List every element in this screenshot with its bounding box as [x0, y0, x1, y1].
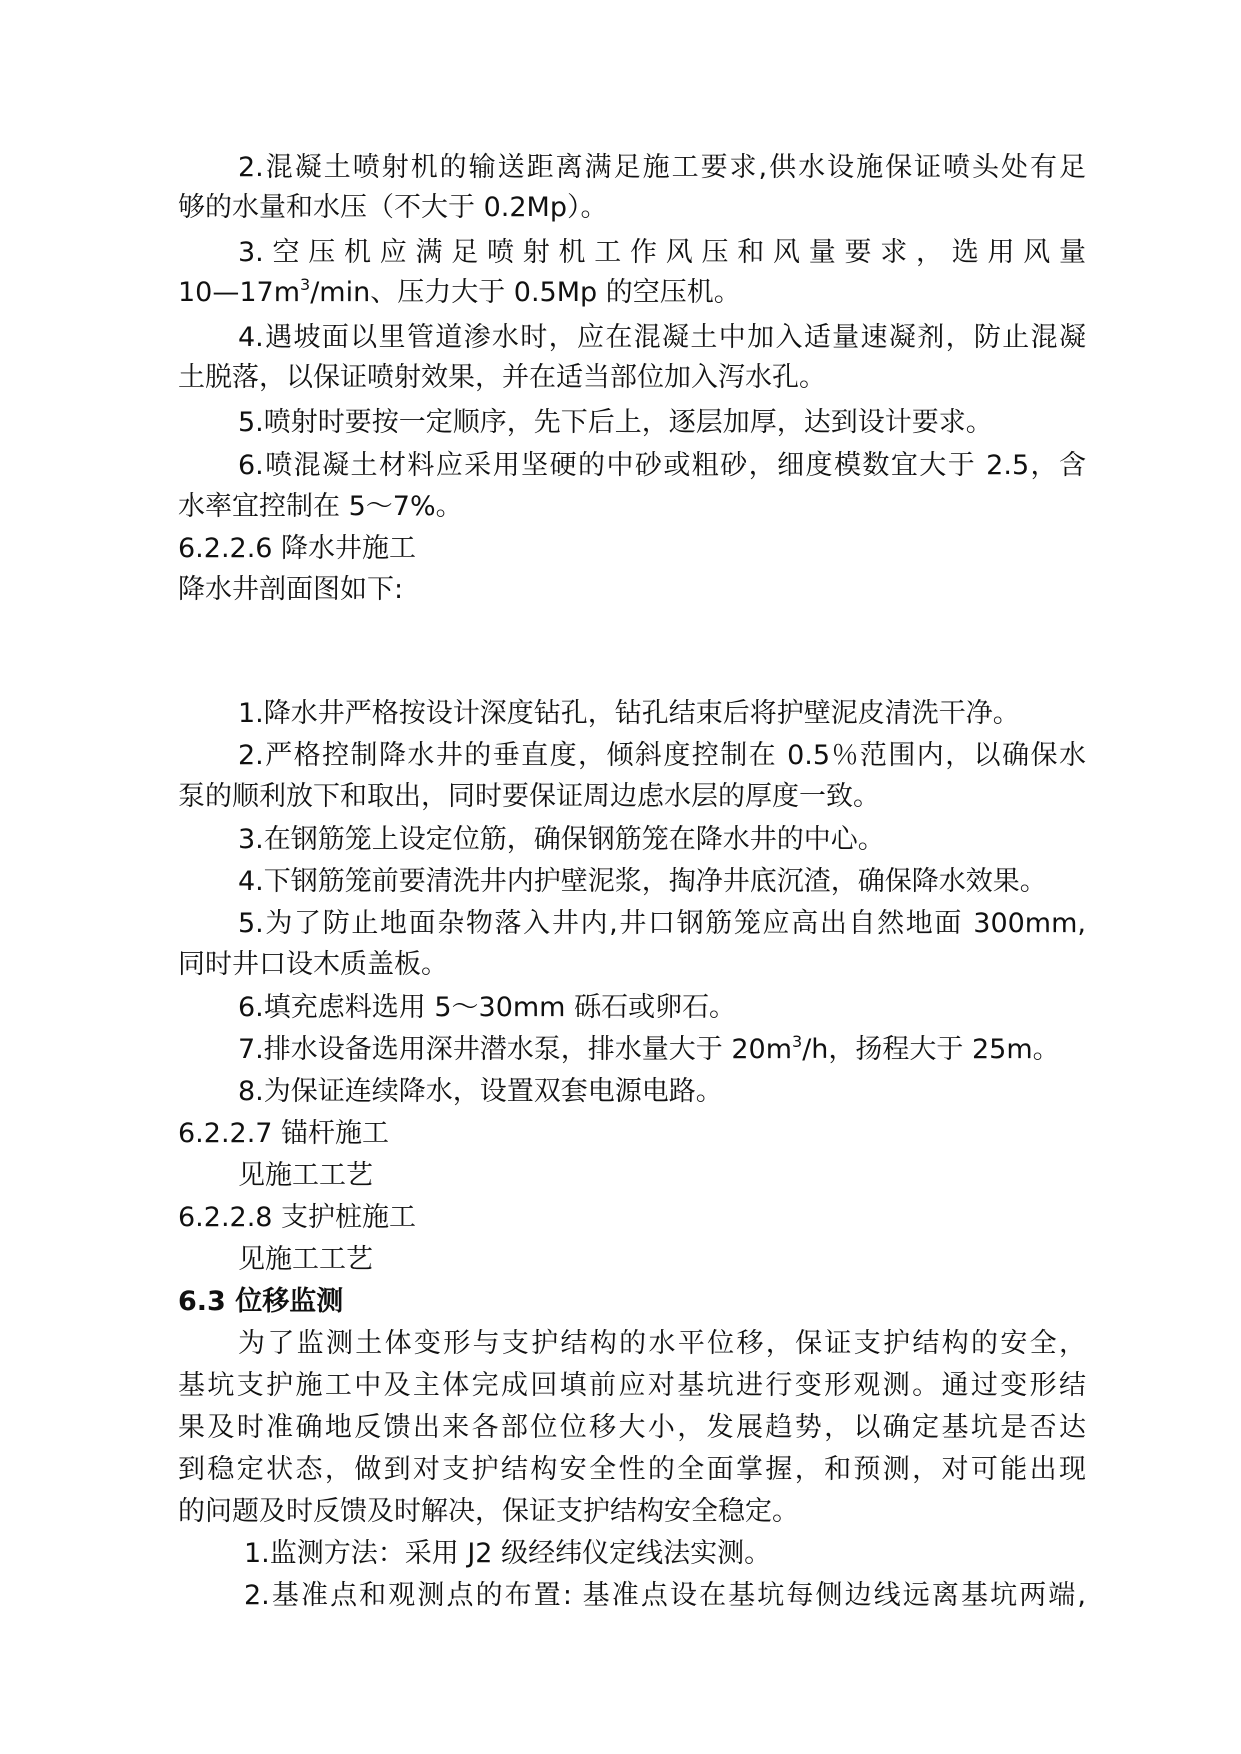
text-run: 10—17m: [178, 277, 301, 308]
paragraph-line: 水率宜控制在 5～7%。: [178, 491, 463, 522]
paragraph-line: 3.空压机应满足喷射机工作风压和风量要求，选用风量: [238, 237, 1086, 268]
paragraph-line: 泵的顺利放下和取出，同时要保证周边虑水层的厚度一致。: [178, 781, 880, 812]
superscript: 3: [792, 1032, 803, 1051]
paragraph-line: 4.下钢筋笼前要清洗井内护壁泥浆，掏净井底沉渣，确保降水效果。: [238, 866, 1047, 897]
paragraph-line: 基坑支护施工中及主体完成回填前应对基坑进行变形观测。通过变形结: [178, 1370, 1086, 1401]
section-heading: 6.2.2.6 降水井施工: [178, 533, 417, 564]
paragraph-line: 4.遇坡面以里管道渗水时，应在混凝土中加入适量速凝剂，防止混凝: [238, 322, 1086, 353]
paragraph-line: 见施工工艺: [238, 1160, 373, 1191]
paragraph-line: 1.降水井严格按设计深度钻孔，钻孔结束后将护壁泥皮清洗干净。: [238, 698, 1020, 729]
paragraph-line: 到稳定状态，做到对支护结构安全性的全面掌握，和预测，对可能出现: [178, 1454, 1086, 1485]
paragraph-line: 2.基准点和观测点的布置: 基准点设在基坑每侧边线远离基坑两端,: [244, 1580, 1086, 1611]
paragraph-line: 5.喷射时要按一定顺序，先下后上，逐层加厚，达到设计要求。: [238, 407, 993, 438]
paragraph-line: [178, 273, 1086, 313]
paragraph-line: [238, 1030, 1086, 1070]
paragraph-line: 1.监测方法：采用 J2 级经纬仪定线法实测。: [244, 1538, 772, 1569]
text-run: /min、压力大于 0.5Mp 的空压机。: [310, 277, 741, 308]
paragraph-line: 为了监测土体变形与支护结构的水平位移，保证支护结构的安全，: [238, 1328, 1086, 1359]
paragraph-line: 6.填充虑料选用 5～30mm 砾石或卵石。: [238, 992, 737, 1023]
paragraph-line: 8.为保证连续降水，设置双套电源电路。: [238, 1076, 723, 1107]
paragraph-line: 的问题及时反馈及时解决，保证支护结构安全稳定。: [178, 1496, 799, 1527]
paragraph-line: 3.在钢筋笼上设定位筋，确保钢筋笼在降水井的中心。: [238, 824, 885, 855]
paragraph-line: 够的水量和水压（不大于 0.2Mp）。: [178, 192, 608, 223]
paragraph-line: 土脱落，以保证喷射效果，并在适当部位加入泻水孔。: [178, 362, 826, 393]
section-heading: 6.2.2.7 锚杆施工: [178, 1118, 390, 1149]
section-heading: 6.2.2.8 支护桩施工: [178, 1202, 417, 1233]
text-run: 7.排水设备选用深井潜水泵，排水量大于 20m: [238, 1034, 793, 1065]
paragraph-line: 见施工工艺: [238, 1244, 373, 1275]
text-run: /h，扬程大于 25m。: [802, 1034, 1060, 1065]
paragraph-line: 2.混凝土喷射机的输送距离满足施工要求,供水设施保证喷头处有足: [238, 152, 1086, 183]
superscript: 3: [300, 275, 311, 294]
paragraph-line: 同时井口设木质盖板。: [178, 949, 448, 980]
paragraph-line: 2.严格控制降水井的垂直度，倾斜度控制在 0.5％范围内，以确保水: [238, 740, 1086, 771]
paragraph-line: 6.喷混凝土材料应采用坚硬的中砂或粗砂，细度模数宜大于 2.5，含: [238, 450, 1086, 481]
section-heading: 6.3 位移监测: [178, 1286, 344, 1317]
paragraph-line: 5.为了防止地面杂物落入井内,井口钢筋笼应高出自然地面 300mm,: [238, 908, 1086, 939]
paragraph-line: 果及时准确地反馈出来各部位位移大小，发展趋势，以确定基坑是否达: [178, 1412, 1086, 1443]
paragraph-line: 降水井剖面图如下:: [178, 574, 404, 605]
